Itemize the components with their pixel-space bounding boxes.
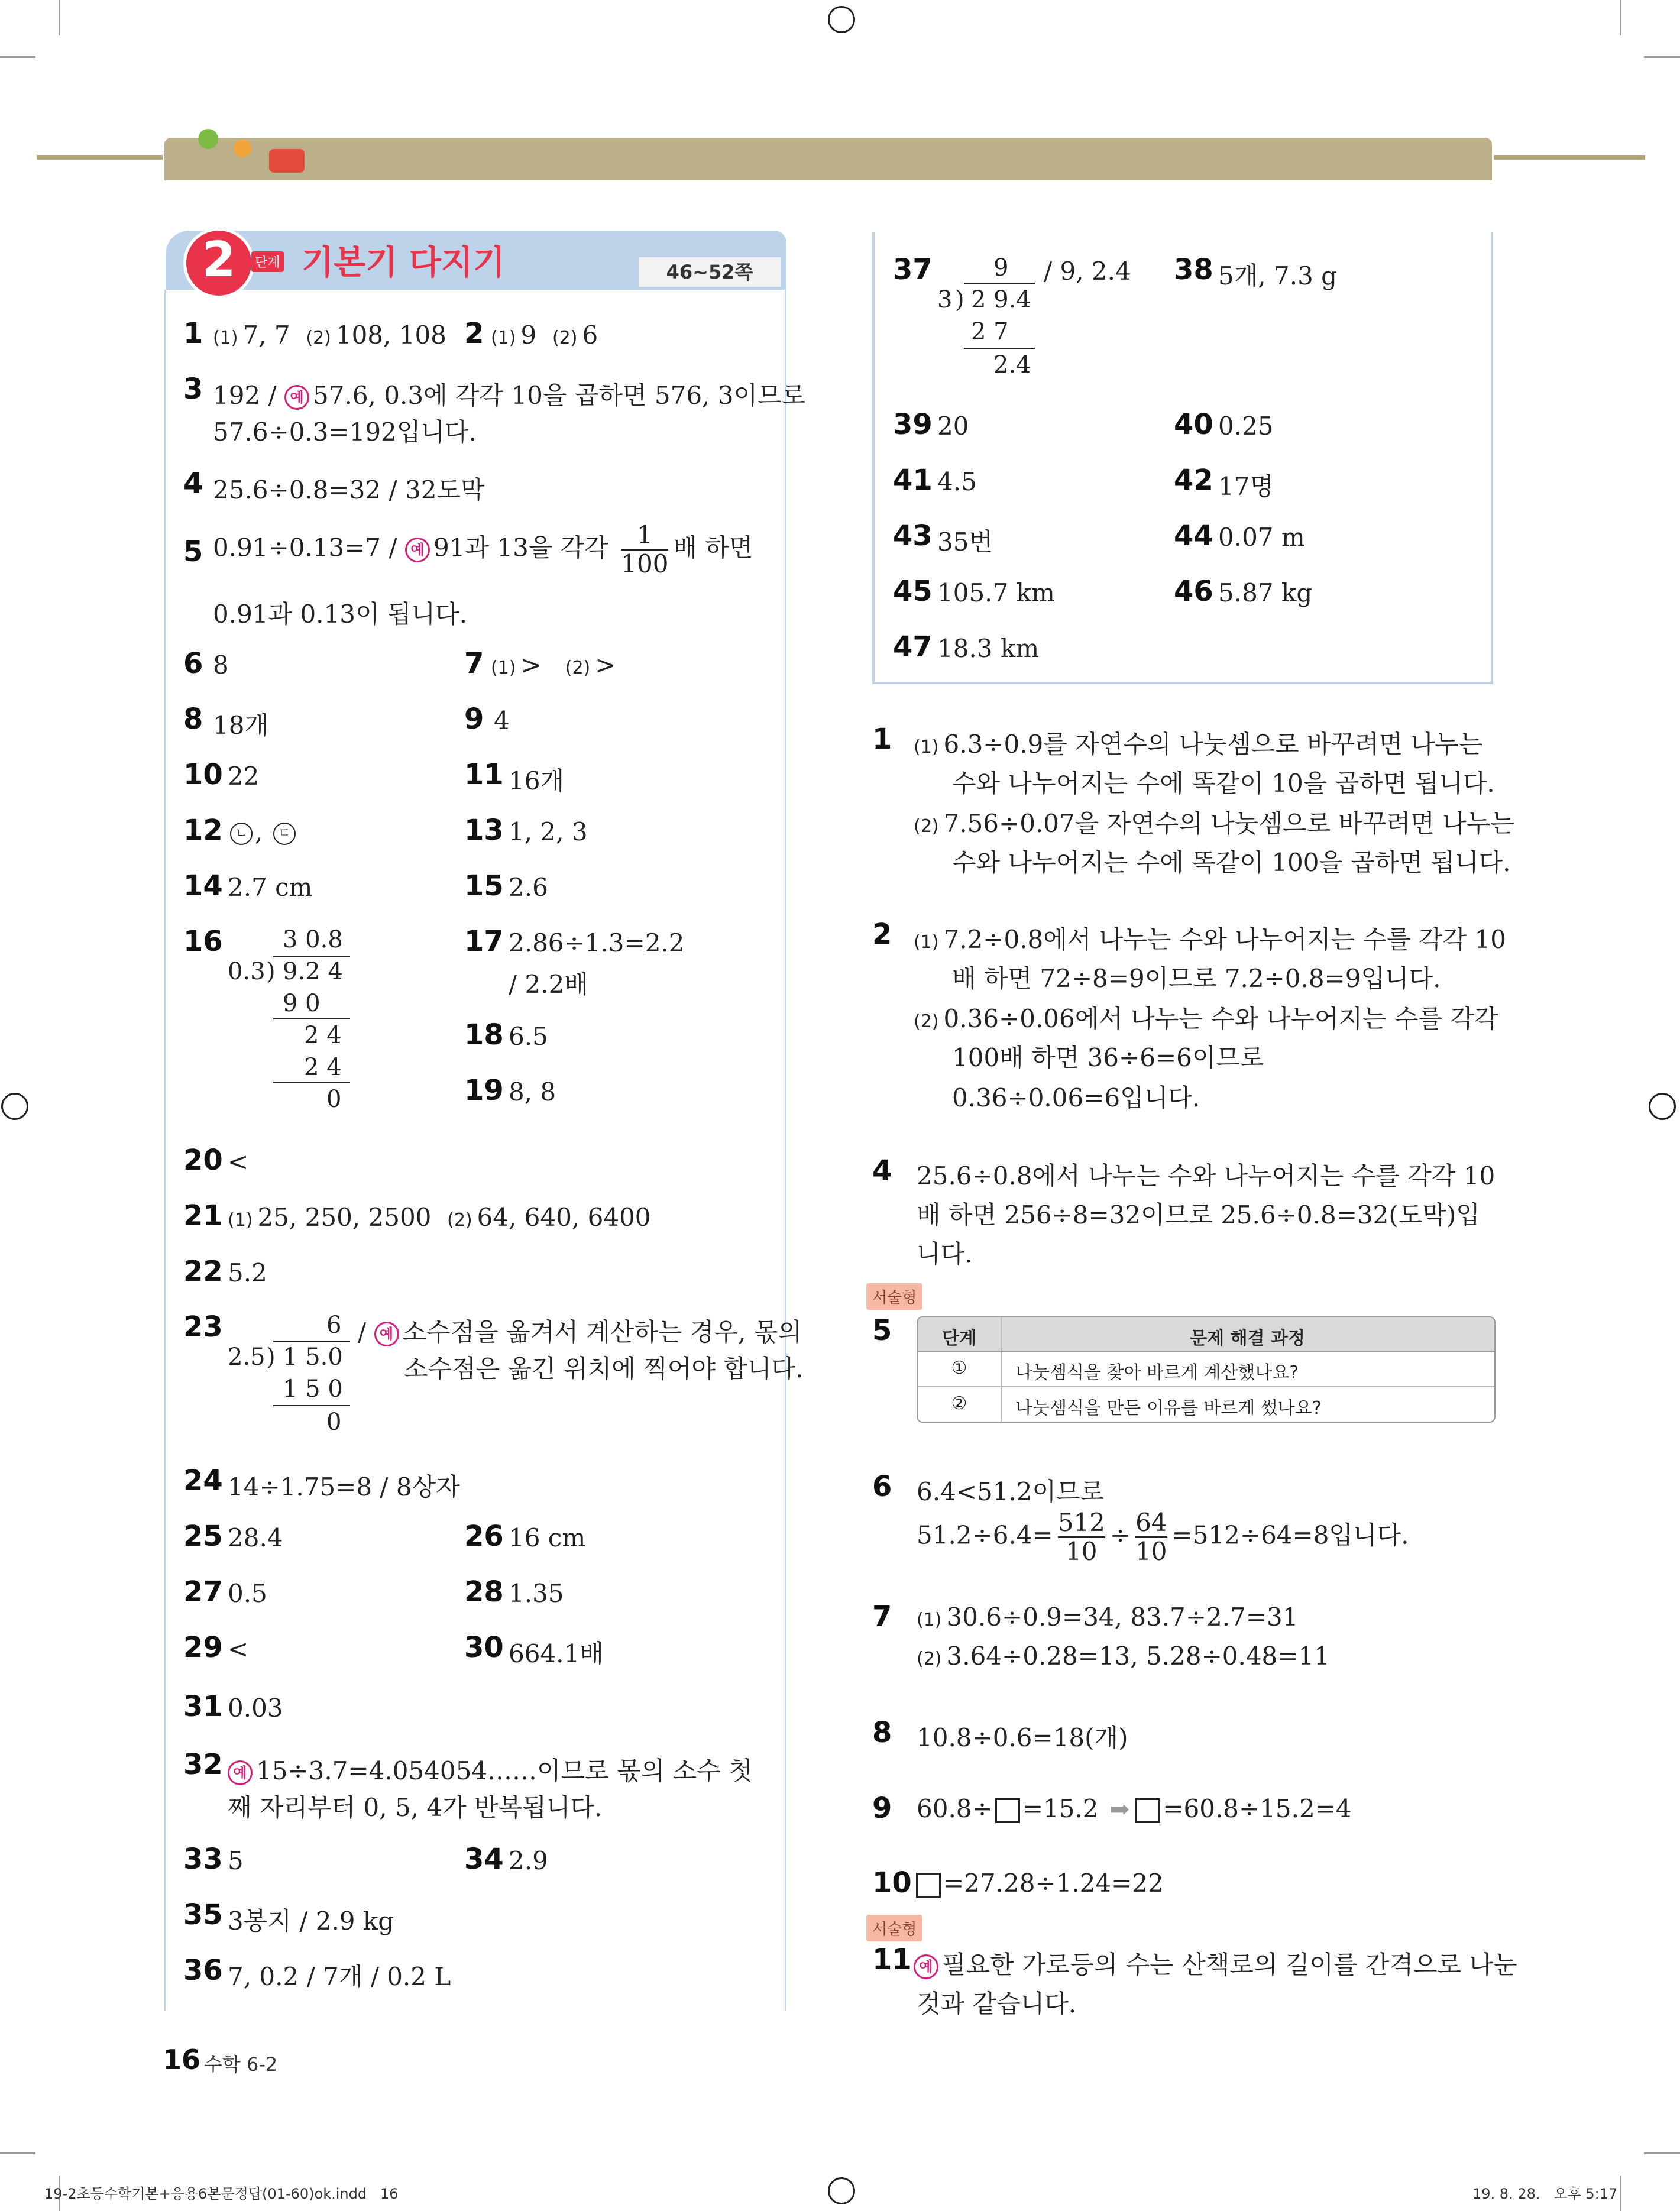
q6-number: 6 [183,647,203,680]
scoring-row1-step: ① [951,1358,967,1378]
q16-step3: 2 4 [304,1054,342,1081]
q39-answer: 20 [937,412,969,441]
q37-line1 [964,348,1035,349]
q23-divisor: 2.5 [228,1344,266,1371]
e1-part2-line2: 수와 나누어지는 수에 똑같이 100을 곱하면 됩니다. [952,848,1511,877]
q35-number: 35 [183,1898,223,1931]
q12-answer: ㄴ , ㄷ [228,817,298,846]
q23-line1: / 예 소수점을 옮겨서 계산하는 경우, 몫의 [358,1317,802,1346]
q40-number: 40 [1174,408,1213,441]
page-range: 46~52쪽 [639,257,781,287]
q37-vinculum [964,283,1035,284]
q19-number: 19 [464,1074,504,1107]
q45-answer: 105.7 km [937,578,1055,607]
scoring-table-header-process: 문제 해결 과정 [1190,1328,1305,1349]
e2-part2-line2: 100배 하면 36÷6=6이므로 [952,1043,1264,1072]
q37-bracket: ) [955,286,964,313]
q37-quotient: 9 [993,254,1009,281]
q37-step1: 2 7 [971,318,1009,345]
q16-bracket: ) [266,958,276,985]
q7-answer: (1) > (2) > [491,650,616,679]
e9-number: 9 [872,1792,892,1825]
scoring-table-row-divider [918,1351,1494,1352]
q19-answer: 8, 8 [509,1077,556,1106]
q5-fraction: $\frac{1}{100}$ [621,520,669,578]
section-title: 기본기 다지기 [302,244,506,282]
header-tab [163,136,1494,182]
q22-answer: 5.2 [228,1258,267,1287]
e1-part1-line2: 수와 나누어지는 수에 똑같이 10을 곱하면 됩니다. [952,769,1495,798]
q14-number: 14 [183,869,223,902]
q10-number: 10 [183,758,223,791]
e1-part1-line1: (1) 6.3÷0.9를 자연수의 나눗셈으로 바꾸려면 나누는 [914,730,1483,759]
q24-answer: 14÷1.75=8 / 8상자 [228,1472,460,1501]
q9-number: 9 [464,703,484,736]
q16-dividend: 9.2 4 [283,958,343,985]
q23-line1 [273,1405,350,1406]
section-number: 2 [202,232,236,288]
q4-number: 4 [183,467,203,500]
q26-number: 26 [464,1520,504,1553]
q44-number: 44 [1174,519,1213,552]
q37-number: 37 [893,253,933,286]
q41-number: 41 [893,464,933,497]
e11-line1: 예 필요한 가로등의 수는 산책로의 길이를 간격으로 나눈 [914,1945,1517,1981]
q25-answer: 28.4 [228,1523,283,1552]
q16-vinculum [273,956,350,957]
e7-part1: (1) 30.6÷0.9=34, 83.7÷2.7=31 [917,1603,1299,1631]
q2-answer: (1) 9 (2) 6 [491,321,598,349]
q13-number: 13 [464,814,504,847]
q25-number: 25 [183,1520,223,1553]
q47-number: 47 [893,630,933,663]
q47-answer: 18.3 km [937,634,1040,663]
q23-number: 23 [183,1310,223,1344]
q35-answer: 3봉지 / 2.9 kg [228,1906,394,1935]
e6-number: 6 [872,1470,892,1503]
q15-number: 15 [464,869,504,902]
q16-step2: 2 4 [304,1022,342,1049]
q3-number: 3 [183,373,203,406]
crop-line-right [1620,0,1621,35]
q12-number: 12 [183,814,223,847]
q8-answer: 18개 [213,711,269,740]
scoring-table [917,1316,1496,1423]
q14-answer: 2.7 cm [228,873,313,902]
e2-part1-line1: (1) 7.2÷0.8에서 나누는 수와 나누어지는 수를 각각 10 [914,925,1506,954]
essay-tag: 서술형 [866,1915,922,1941]
crop-line-bottom-right [1620,2176,1621,2211]
q3-line2: 57.6÷0.3=192입니다. [213,417,477,446]
q5-number: 5 [183,535,203,568]
e6-fraction2: $\frac{64}{10}$ [1135,1508,1167,1566]
q29-answer: < [228,1634,249,1663]
q16-line2 [273,1082,350,1083]
blank-box [916,1873,941,1898]
q21-answer: (1) 25, 250, 2500 (2) 64, 640, 6400 [228,1203,651,1232]
e2-part2-line3: 0.36÷0.06=6입니다. [952,1083,1200,1112]
q44-answer: 0.07 m [1218,523,1305,552]
e4-number: 4 [872,1154,892,1187]
bus-icon [269,149,305,173]
scoring-row1-text: 나눗셈식을 찾아 바르게 계산했나요? [1015,1362,1299,1383]
essay-tag: 서술형 [866,1283,922,1310]
column-divider [785,290,786,2011]
q32-number: 32 [183,1748,223,1781]
registration-mark-right [1649,1093,1676,1120]
q17-line2: / 2.2배 [509,970,588,999]
e9-answer: 60.8÷ =15.2 ➡ =60.8÷15.2=4 [917,1794,1352,1823]
q23-line2: 소수점은 옮긴 위치에 찍어야 합니다. [404,1354,804,1383]
section-stage-label: 단계 [251,251,284,272]
crop-mark-top-right [1644,56,1680,58]
scoring-row2-step: ② [951,1393,967,1414]
e5-number: 5 [872,1314,892,1347]
print-date: 19. 8. 28. 오후 5:17 [1472,2186,1618,2202]
q23-remainder: 0 [326,1409,342,1436]
q32-line1: 예 15÷3.7=4.054054……이므로 몫의 소수 첫 [228,1752,753,1787]
answer-box [872,232,1493,684]
q18-number: 18 [464,1018,504,1051]
registration-mark-left [1,1093,28,1120]
e8-number: 8 [872,1716,892,1749]
q23-bracket: ) [266,1344,276,1371]
e11-number: 11 [872,1943,912,1976]
e1-part2-line1: (2) 7.56÷0.07을 자연수의 나눗셈으로 바꾸려면 나누는 [914,809,1514,838]
q41-answer: 4.5 [937,467,977,496]
q1-answer: (1) 7, 7 (2) 108, 108 [213,321,446,349]
q23-step1: 1 5 0 [283,1375,343,1403]
e6-fraction1: $\frac{512}{10}$ [1057,1508,1105,1566]
e4-line3: 니다. [917,1239,973,1268]
q5-line1: 0.91÷0.13=7 / 예 91과 13을 각각 $\frac{1}{100}$ 배 하면 [213,520,753,578]
q43-number: 43 [893,519,933,552]
q4-answer: 25.6÷0.8=32 / 32도막 [213,475,485,504]
q5-line2: 0.91과 0.13이 됩니다. [213,600,467,629]
q31-number: 31 [183,1690,223,1723]
q33-answer: 5 [228,1846,244,1875]
q33-number: 33 [183,1843,223,1876]
e6-line2: 51.2÷6.4= $\frac{512}{10}$ ÷ $\frac{64}{10}$ =512÷64=8입니다. [917,1508,1409,1566]
book-title: 수학 6-2 [204,2053,278,2076]
q27-number: 27 [183,1575,223,1608]
q40-answer: 0.25 [1218,412,1274,441]
q17-number: 17 [464,925,504,958]
q28-answer: 1.35 [509,1579,564,1608]
q11-answer: 16개 [509,766,565,795]
q38-number: 38 [1174,253,1213,286]
q15-answer: 2.6 [509,873,548,902]
e6-line1: 6.4<51.2이므로 [917,1477,1105,1506]
q23-vinculum [273,1341,350,1342]
crop-line-left [59,0,60,35]
q42-answer: 17명 [1218,472,1274,501]
q37-answer: / 9, 2.4 [1044,257,1131,286]
blank-box [1135,1798,1160,1823]
q27-answer: 0.5 [228,1579,267,1608]
q21-number: 21 [183,1199,223,1232]
tree-icon [234,140,251,157]
q46-answer: 5.87 kg [1218,578,1313,607]
q37-remainder: 2.4 [993,351,1031,378]
q17-line1: 2.86÷1.3=2.2 [509,928,685,957]
q16-step1: 9 0 [283,990,321,1017]
q16-remainder: 0 [326,1086,342,1113]
q23-dividend: 1 5.0 [283,1344,343,1371]
q9-answer: 4 [494,706,510,735]
page-number: 16 [163,2044,201,2076]
q8-number: 8 [183,703,203,736]
q16-line1 [273,1018,350,1019]
e4-line2: 배 하면 256÷8=32이므로 25.6÷0.8=32(도막)입 [917,1200,1480,1229]
q30-number: 30 [464,1631,504,1664]
q6-answer: 8 [213,650,229,679]
q23-quotient: 6 [326,1312,342,1339]
q38-answer: 5개, 7.3 g [1218,261,1338,290]
e1-number: 1 [872,723,892,756]
registration-mark-top [828,6,855,33]
q30-answer: 664.1배 [509,1639,604,1668]
q26-answer: 16 cm [509,1523,586,1552]
q36-answer: 7, 0.2 / 7개 / 0.2 L [228,1962,451,1991]
q16-quotient: 3 0.8 [283,926,343,953]
q37-dividend: 2 9.4 [971,286,1031,313]
left-column-border [164,290,166,2011]
scoring-table-col-divider [1001,1317,1002,1422]
scoring-row2-text: 나눗셈식을 만든 이유를 바르게 썼나요? [1015,1398,1322,1419]
q16-number: 16 [183,925,223,958]
q34-number: 34 [464,1843,504,1876]
e7-part2: (2) 3.64÷0.28=13, 5.28÷0.48=11 [917,1642,1330,1671]
registration-mark-bottom [828,2177,855,2204]
q1-number: 1 [183,317,203,350]
q31-answer: 0.03 [228,1694,283,1723]
q18-answer: 6.5 [509,1022,548,1051]
q22-number: 22 [183,1255,223,1288]
e2-part2-line1: (2) 0.36÷0.06에서 나누는 수와 나누어지는 수를 각각 [914,1004,1498,1033]
arrow-right-icon: ➡ [1109,1796,1130,1823]
q3-line1: 192 / 예 57.6, 0.3에 각각 10을 곱하면 576, 3이므로 [213,381,806,410]
tree-icon [198,129,218,149]
scoring-table-row-divider [918,1386,1494,1387]
crop-mark-bottom-left [0,2152,35,2154]
e2-part1-line2: 배 하면 72÷8=9이므로 7.2÷0.8=9입니다. [952,964,1441,993]
crop-mark-bottom-right [1644,2152,1680,2154]
q11-number: 11 [464,758,504,791]
q34-answer: 2.9 [509,1846,548,1875]
q13-answer: 1, 2, 3 [509,817,588,846]
crop-mark-top-left [0,56,35,58]
q2-number: 2 [464,317,484,350]
q20-number: 20 [183,1144,223,1177]
q43-answer: 35번 [937,527,993,556]
q39-number: 39 [893,408,933,441]
e7-number: 7 [872,1600,892,1633]
q45-number: 45 [893,575,933,608]
q46-number: 46 [1174,575,1213,608]
blank-box [995,1798,1020,1823]
q28-number: 28 [464,1575,504,1608]
e8-answer: 10.8÷0.6=18(개) [917,1723,1128,1752]
q20-answer: < [228,1147,249,1176]
q32-line2: 째 자리부터 0, 5, 4가 반복됩니다. [228,1793,603,1822]
q16-divisor: 0.3 [228,958,266,985]
e2-number: 2 [872,918,892,951]
scoring-table-header-step: 단계 [942,1328,976,1349]
e11-line2: 것과 같습니다. [917,1989,1077,2018]
e10-number: 10 [872,1866,912,1899]
q7-number: 7 [464,647,484,680]
q10-answer: 22 [228,762,260,791]
e4-line1: 25.6÷0.8에서 나누는 수와 나누어지는 수를 각각 10 [917,1161,1496,1190]
q36-number: 36 [183,1954,223,1987]
q24-number: 24 [183,1464,223,1497]
file-info: 19-2초등수학기본+응용6본문정답(01-60)ok.indd 16 [44,2186,399,2202]
q37-divisor: 3 [937,286,953,313]
q29-number: 29 [183,1631,223,1664]
e10-answer: =27.28÷1.24=22 [914,1869,1164,1898]
q42-number: 42 [1174,464,1213,497]
